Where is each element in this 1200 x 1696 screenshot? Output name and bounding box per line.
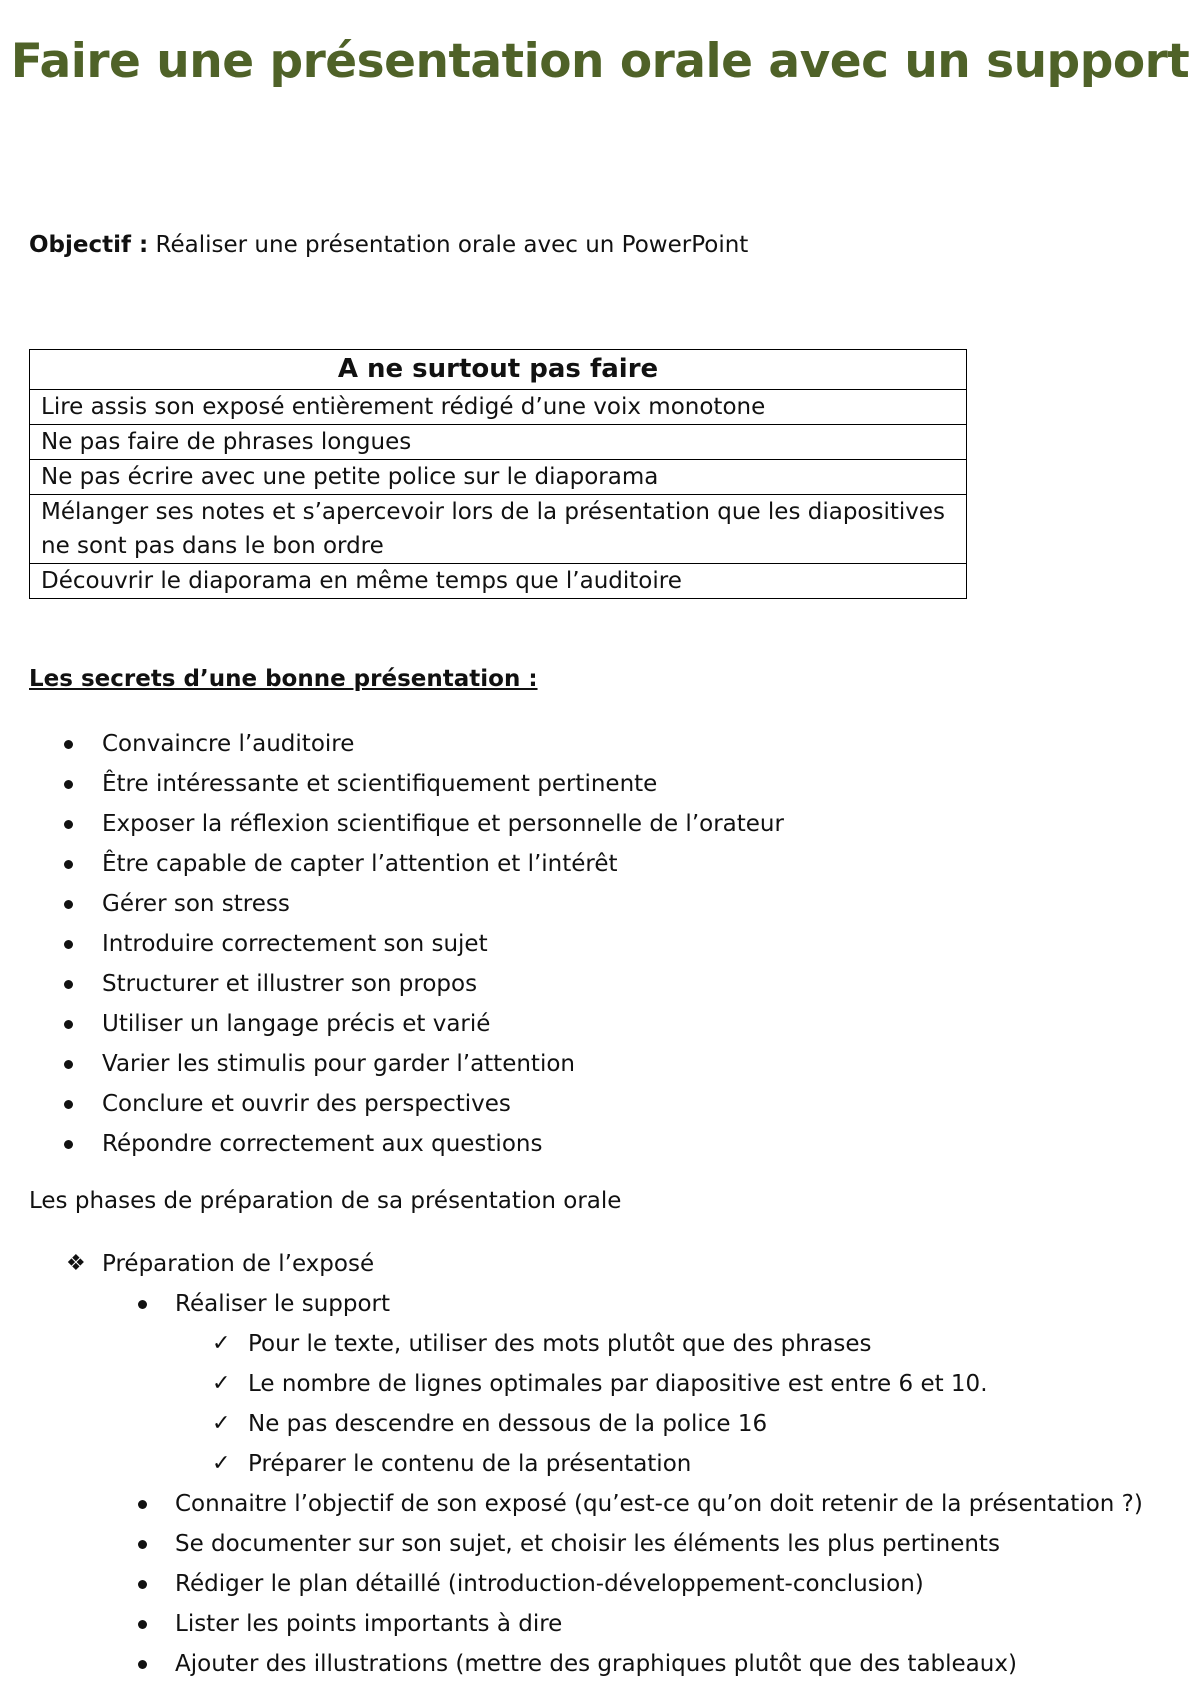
- list-item-text: Exposer la réflexion scientifique et personnelle de l’orateur: [102, 811, 784, 837]
- list-item: [0, 1124, 784, 1164]
- list-item: [0, 964, 784, 1004]
- list-item-text: Introduire correctement son sujet: [102, 931, 488, 957]
- checklist-item: [0, 1444, 1143, 1484]
- list-item: [0, 924, 784, 964]
- outline-item: [0, 1564, 1143, 1604]
- check-icon: ✓: [212, 1411, 231, 1436]
- table-cell: Découvrir le diaporama en même temps que l’auditoire: [30, 564, 967, 599]
- bullet-icon: [138, 1540, 147, 1549]
- bullet-icon: [64, 980, 73, 989]
- bullet-icon: [64, 1020, 73, 1029]
- list-item: [0, 844, 784, 884]
- outline-item-text: Lister les points importants à dire: [175, 1611, 563, 1637]
- checklist-item: [0, 1404, 1143, 1444]
- checklist-item-text: Préparer le contenu de la présentation: [248, 1451, 692, 1477]
- outline-item-text: Ajouter des illustrations (mettre des graphiques plutôt que des tableaux): [175, 1651, 1017, 1677]
- checklist-item: [0, 1364, 1143, 1404]
- table-row: [30, 390, 967, 425]
- outline-item-text: Connaitre l’objectif de son exposé (qu’est-ce qu’on doit retenir de la présentation ?): [175, 1491, 1143, 1517]
- secrets-list: [0, 724, 784, 1164]
- bullet-icon: [138, 1620, 147, 1629]
- table-row: [30, 425, 967, 460]
- outline-item: [0, 1604, 1143, 1644]
- outline-item-text: Réaliser le support: [175, 1291, 391, 1317]
- list-item-text: Varier les stimulis pour garder l’attention: [102, 1051, 575, 1077]
- outline-section: [0, 1244, 1143, 1284]
- outline-item: [0, 1524, 1143, 1564]
- bullet-icon: [64, 1060, 73, 1069]
- checklist-item-text: Pour le texte, utiliser des mots plutôt que des phrases: [248, 1331, 872, 1357]
- bullet-icon: [64, 1140, 73, 1149]
- list-item-text: Répondre correctement aux questions: [102, 1131, 543, 1157]
- bullet-icon: [138, 1300, 147, 1309]
- document-title: Faire une présentation orale avec un support: [10, 34, 1190, 89]
- bullet-icon: [64, 820, 73, 829]
- list-item-text: Être capable de capter l’attention et l’intérêt: [102, 851, 618, 877]
- outline-item: [0, 1284, 1143, 1324]
- list-item-text: Utiliser un langage précis et varié: [102, 1011, 491, 1037]
- checklist-item-text: Ne pas descendre en dessous de la police 16: [248, 1411, 768, 1437]
- table-cell: Ne pas écrire avec une petite police sur le diaporama: [30, 460, 967, 495]
- secrets-heading: Les secrets d’une bonne présentation :: [29, 666, 538, 692]
- bullet-icon: [64, 740, 73, 749]
- bullet-icon: [64, 780, 73, 789]
- table-row: [30, 460, 967, 495]
- checklist-item-text: Le nombre de lignes optimales par diapositive est entre 6 et 10.: [248, 1371, 988, 1397]
- donts-header-row: [30, 350, 967, 390]
- list-item-text: Convaincre l’auditoire: [102, 731, 355, 757]
- preparation-outline: [0, 1244, 1143, 1684]
- donts-table: [29, 349, 967, 599]
- bullet-icon: [138, 1660, 147, 1669]
- objective-label: Objectif :: [29, 232, 149, 258]
- check-icon: ✓: [212, 1371, 231, 1396]
- bullet-icon: [64, 900, 73, 909]
- phases-heading: Les phases de préparation de sa présentation orale: [29, 1188, 622, 1214]
- outline-item-text: Rédiger le plan détaillé (introduction-développement-conclusion): [175, 1571, 924, 1597]
- outline-item: [0, 1644, 1143, 1684]
- check-icon: ✓: [212, 1331, 231, 1356]
- bullet-icon: [138, 1580, 147, 1589]
- bullet-icon: [138, 1500, 147, 1509]
- check-icon: ✓: [212, 1451, 231, 1476]
- list-item-text: Conclure et ouvrir des perspectives: [102, 1091, 511, 1117]
- list-item: [0, 1004, 784, 1044]
- list-item: [0, 1084, 784, 1124]
- list-item: [0, 1044, 784, 1084]
- objective-text: Réaliser une présentation orale avec un PowerPoint: [155, 232, 749, 258]
- list-item: [0, 804, 784, 844]
- list-item-text: Gérer son stress: [102, 891, 290, 917]
- outline-item-text: Se documenter sur son sujet, et choisir les éléments les plus pertinents: [175, 1531, 1000, 1557]
- checklist-item: [0, 1324, 1143, 1364]
- list-item-text: Être intéressante et scientifiquement pertinente: [102, 771, 658, 797]
- bullet-icon: [64, 940, 73, 949]
- list-item: [0, 764, 784, 804]
- table-row: [30, 564, 967, 599]
- list-item: [0, 724, 784, 764]
- table-cell: Lire assis son exposé entièrement rédigé d’une voix monotone: [30, 390, 967, 425]
- table-row: [30, 495, 967, 564]
- list-item: [0, 884, 784, 924]
- donts-table-header: A ne surtout pas faire: [30, 350, 967, 390]
- outline-section-text: Préparation de l’exposé: [102, 1251, 375, 1277]
- list-item-text: Structurer et illustrer son propos: [102, 971, 478, 997]
- outline-item: [0, 1484, 1143, 1524]
- table-cell: Ne pas faire de phrases longues: [30, 425, 967, 460]
- bullet-icon: [64, 1100, 73, 1109]
- four-diamond-icon: ❖: [66, 1251, 86, 1276]
- table-cell: Mélanger ses notes et s’apercevoir lors de la présentation que les diapositives ne sont pas dans le bon ordre: [30, 495, 967, 564]
- bullet-icon: [64, 860, 73, 869]
- objective-line: [29, 232, 748, 258]
